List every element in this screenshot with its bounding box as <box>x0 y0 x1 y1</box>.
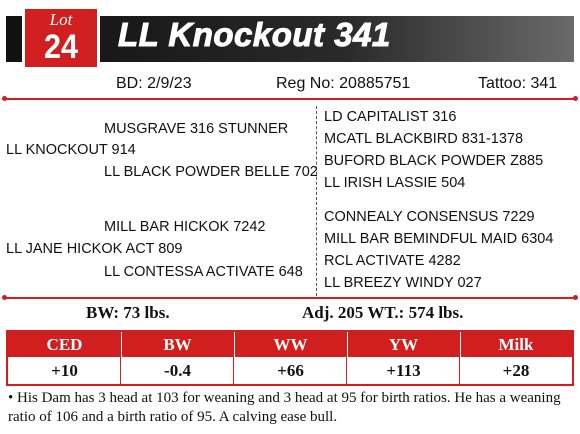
epd-value: +10 <box>51 361 78 380</box>
pedigree-ancestor: MILL BAR BEMINDFUL MAID 6304 <box>324 231 554 247</box>
epd-cell-milk <box>460 332 572 384</box>
epd-label: YW <box>388 335 419 354</box>
pedigree-ancestor: MCATL BLACKBIRD 831-1378 <box>324 131 524 147</box>
birth-date: BD: 2/9/23 <box>116 75 192 92</box>
tattoo: Tattoo: 341 <box>478 75 558 92</box>
footnote: • His Dam has 3 head at 103 for weaning and 3 head at 95 for birth ratios. He has a weaning ratio of 106 and a birth ratio of 95. A calving ease bull. <box>8 390 561 425</box>
pedigree-dam-dam: LL CONTESSA ACTIVATE 648 <box>104 264 303 280</box>
divider-dot <box>573 295 578 300</box>
pedigree-ancestor: RCL ACTIVATE 4282 <box>324 253 461 269</box>
lot-label: Lot <box>49 10 73 29</box>
epd-label: BW <box>163 335 192 354</box>
pedigree-sire: LL KNOCKOUT 914 <box>6 142 136 158</box>
epd-cell-yw <box>347 332 460 384</box>
pedigree-sire-sire: MUSGRAVE 316 STUNNER <box>104 121 289 137</box>
epd-separator <box>346 332 347 384</box>
epd-table <box>6 330 574 386</box>
divider <box>6 98 574 100</box>
epd-value: +66 <box>277 361 304 380</box>
pedigree-ancestor: LL IRISH LASSIE 504 <box>324 175 466 191</box>
epd-label: WW <box>273 335 308 354</box>
pedigree-divider <box>316 106 317 296</box>
divider <box>6 297 574 299</box>
page-title: LL Knockout 341 <box>118 16 391 53</box>
epd-cell-ww <box>234 332 347 384</box>
epd-value: +113 <box>386 361 421 380</box>
divider-dot <box>2 96 7 101</box>
epd-label: CED <box>46 335 83 354</box>
divider-dot <box>573 96 578 101</box>
epd-cell-bw <box>121 332 234 384</box>
pedigree-ancestor: LD CAPITALIST 316 <box>324 109 457 125</box>
epd-separator <box>120 332 121 384</box>
lot-number: 24 <box>43 28 79 66</box>
registration-number: Reg No: 20885751 <box>276 75 411 92</box>
pedigree-sire-dam: LL BLACK POWDER BELLE 702 <box>104 164 318 180</box>
divider-dot <box>2 295 7 300</box>
epd-value: +28 <box>502 361 530 380</box>
pedigree-ancestor: CONNEALY CONSENSUS 7229 <box>324 209 535 225</box>
pedigree-ancestor: BUFORD BLACK POWDER Z885 <box>324 153 544 169</box>
epd-separator <box>459 332 460 384</box>
pedigree-dam-sire: MILL BAR HICKOK 7242 <box>104 219 266 235</box>
epd-value: -0.4 <box>164 361 191 380</box>
epd-label: Milk <box>498 335 534 354</box>
pedigree-dam: LL JANE HICKOK ACT 809 <box>6 241 183 257</box>
epd-cell-ced <box>8 332 121 384</box>
birth-weight: BW: 73 lbs. <box>86 303 170 322</box>
lot-badge <box>22 6 100 70</box>
pedigree-ancestor: LL BREEZY WINDY 027 <box>324 275 482 291</box>
epd-separator <box>233 332 234 384</box>
adjusted-weaning-weight: Adj. 205 WT.: 574 lbs. <box>302 303 464 322</box>
